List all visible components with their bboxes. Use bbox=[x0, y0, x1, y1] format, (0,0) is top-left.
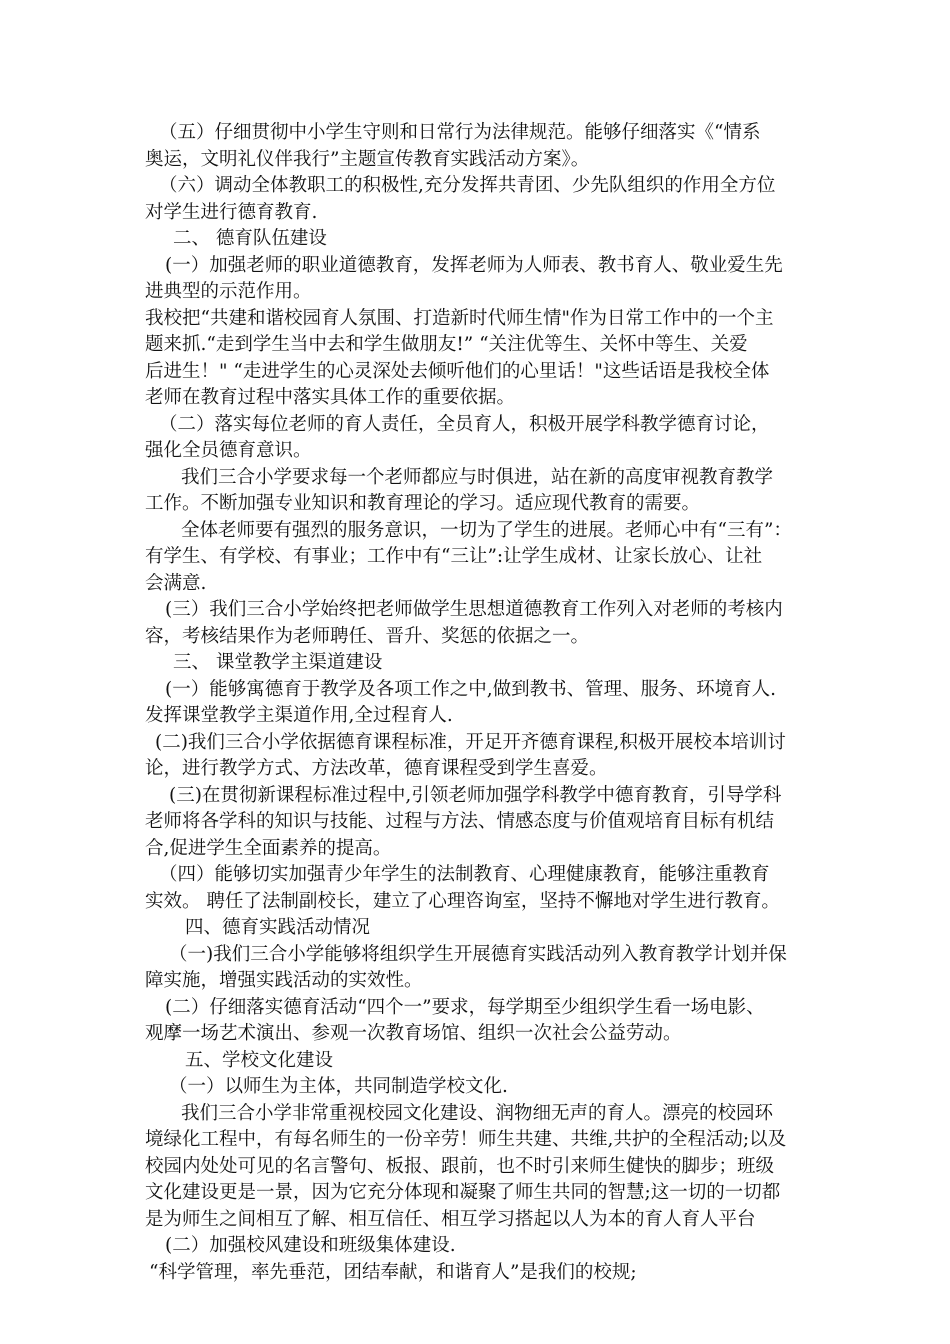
text-line: 四、德育实践活动情况 bbox=[185, 917, 371, 938]
text-line: （六）调动全体教职工的积极性,充分发挥共青团、少先队组织的作用全方位 bbox=[159, 175, 776, 196]
text-line: （二）落实每位老师的育人责任，全员育人，积极开展学科教学德育讨论， bbox=[159, 413, 770, 435]
text-line: 进典型的示范作用。 bbox=[145, 281, 312, 302]
text-line: 会满意. bbox=[145, 572, 207, 594]
text-line: 发挥课堂教学主渠道作用,全过程育人. bbox=[145, 705, 453, 726]
text-line: 老师在教育过程中落实具体工作的重要依据。 bbox=[145, 387, 516, 408]
text-line: （五）仔细贯彻中小学生守则和日常行为法律规范。能够仔细落实《“情系 bbox=[159, 122, 761, 143]
text-line: 实效。 聘任了法制副校长，建立了心理咨询室，坚持不懈地对学生进行教育。 bbox=[145, 890, 780, 912]
text-line: 我校把“共建和谐校园育人氛围、打造新时代师生情"作为日常工作中的一个主 bbox=[145, 307, 774, 329]
text-line: 境绿化工程中，有每名师生的一份辛劳！师生共建、共维,共护的全程活动;以及 bbox=[145, 1129, 787, 1150]
text-line: “科学管理，率先垂范，团结奉献，和谐育人”是我们的校规; bbox=[149, 1261, 637, 1283]
text-line: 工作。不断加强专业知识和教育理论的学习。适应现代教育的需要。 bbox=[145, 493, 701, 514]
text-line: 奥运，文明礼仪伴我行”主题宣传教育实践活动方案》。 bbox=[145, 148, 590, 170]
text-line: 老师将各学科的知识与技能、过程与方法、情感态度与价值观培育目标有机结 bbox=[145, 811, 775, 832]
text-line: （四）能够切实加强青少年学生的法制教育、心理健康教育，能够注重教育 bbox=[159, 864, 770, 885]
text-line: （一)我们三合小学能够将组织学生开展德育实践活动列入教育教学计划并保 bbox=[169, 943, 787, 965]
text-line: 全体老师要有强烈的服务意识，一切为了学生的进展。老师心中有“三有”： bbox=[181, 519, 792, 541]
text-line: 题来抓.“走到学生当中去和学生做朋友!” “关注优等生、关怀中等生、关爱 bbox=[145, 334, 748, 355]
text-line: (二）加强校风建设和班级集体建设. bbox=[165, 1235, 456, 1256]
text-line: (一）能够寓德育于教学及各项工作之中,做到教书、管理、服务、环境育人. bbox=[165, 678, 776, 700]
text-line: 对学生进行德育教育. bbox=[145, 201, 318, 223]
text-line: (一）加强老师的职业道德教育，发挥老师为人师表、教书育人、敬业爱生先 bbox=[165, 254, 783, 276]
text-line: 后进生！" “走进学生的心灵深处去倾听他们的心里话！"这些话语是我校全体 bbox=[145, 360, 770, 382]
text-line: （一）以师生为主体，共同制造学校文化. bbox=[169, 1076, 508, 1097]
text-line: 我们三合小学要求每一个老师都应与时俱进，站在新的高度审视教育教学 bbox=[181, 466, 774, 488]
text-line: 我们三合小学非常重视校园文化建设、润物细无声的育人。漂亮的校园环 bbox=[181, 1102, 774, 1124]
text-line: 容，考核结果作为老师聘任、晋升、奖惩的依据之一。 bbox=[145, 625, 590, 647]
text-line: 强化全员德育意识。 bbox=[145, 440, 312, 461]
document-body bbox=[145, 120, 817, 1286]
text-line: 是为师生之间相互了解、相互信任、相互学习搭起以人为本的育人育人平台 bbox=[145, 1208, 756, 1230]
text-line: 有学生、有学校、有事业；工作中有“三让”:让学生成材、让家长放心、让社 bbox=[145, 546, 763, 567]
text-line: 校园内处处可见的名言警句、板报、跟前，也不时引来师生健快的脚步；班级 bbox=[145, 1155, 775, 1177]
text-line: 障实施，增强实践活动的实效性。 bbox=[145, 970, 423, 991]
text-line: 三、 课堂教学主渠道建设 bbox=[173, 652, 383, 673]
text-line: (二）仔细落实德育活动“四个一”要求，每学期至少组织学生看一场电影、 bbox=[165, 996, 765, 1018]
text-line: 五、学校文化建设 bbox=[185, 1049, 334, 1071]
text-line: 二、 德育队伍建设 bbox=[173, 228, 327, 249]
text-line: (三)在贯彻新课程标准过程中,引领老师加强学科教学中德育教育，引导学科 bbox=[169, 784, 782, 806]
text-line: (三）我们三合小学始终把老师做学生思想道德教育工作列入对老师的考核内 bbox=[165, 599, 783, 620]
text-line: 观摩一场艺术演出、参观一次教育场馆、组织一次社会公益劳动。 bbox=[145, 1023, 682, 1044]
text-line: (二)我们三合小学依据德育课程标准，开足开齐德育课程,积极开展校本培训讨 bbox=[155, 731, 786, 753]
text-line: 合,促进学生全面素养的提高。 bbox=[145, 837, 392, 859]
text-line: 论，进行教学方式、方法改革，德育课程受到学生喜爱。 bbox=[145, 758, 608, 779]
text-line: 文化建设更是一景，因为它充分体现和凝聚了师生共同的智慧;这一切的一切都 bbox=[145, 1182, 781, 1203]
